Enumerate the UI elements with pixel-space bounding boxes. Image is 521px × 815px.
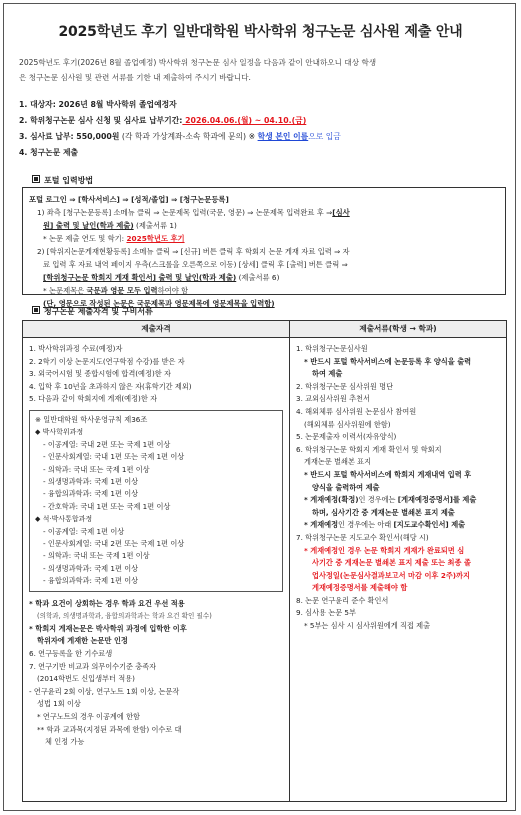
rule-item: - 의학과: 국내 또는 국제 1편 이상 (43, 464, 150, 474)
item-label: 4. 청구논문 제출 (19, 148, 79, 157)
documents-cell (290, 338, 507, 802)
doc-note: 하여 제출 (312, 369, 343, 379)
doc-note: [지도교수확인서] 제출 (393, 520, 466, 530)
item-label: 3. 심사료 납부: (19, 132, 74, 141)
period-dates: 2026.04.06.(월) ~ 04.10.(금) (182, 116, 307, 125)
doc-note: * 5부는 심사 시 심사위원에게 직접 제출 (304, 621, 431, 631)
portal-method-box (22, 187, 506, 308)
doc-note: * 게재예정 (304, 520, 339, 530)
doctor-course-title: ◆ 박사학위과정 (35, 428, 84, 437)
doc-item: 8. 논문 연구윤리 준수 확인서 (296, 595, 389, 605)
requirements-heading (32, 306, 153, 317)
rule-item: - 융합의과학과: 국제 1편 이상 (43, 576, 139, 586)
qual-item: 4. 입학 후 10년을 초과하지 않은 자(휴학기간 제외) (29, 381, 192, 391)
fee-amount: 550,000원 (73, 132, 120, 141)
qual-item: 2. 2학기 이상 논문지도(연구학점 수강)를 받은 자 (29, 356, 185, 366)
portal-path: 포털 로그인 ⇒ [학사서비스] ⇒ [성적/졸업] ⇒ [청구논문등록] (29, 195, 229, 204)
col-documents: 제출서류(학생 → 학과) (290, 321, 507, 338)
qual-item: 5. 다음과 같이 학회지에 게재(예정)한 자 (29, 394, 158, 404)
rule-box (29, 410, 283, 592)
qual-item: 7. 연구기반 비교과 의무이수기준 충족자 (29, 661, 157, 671)
step1-semester: 2025학년도 후기 (126, 234, 185, 243)
doc-item-cont: 게재논문 별쇄본 표지 (304, 457, 372, 467)
dept-priority-note: * 학과 요건이 상회하는 경우 학과 요건 우선 적용 (29, 598, 185, 608)
integrated-course-title: ◆ 석·박사통합과정 (35, 515, 93, 524)
requirements-heading-text: 청구논문 제출자격 및 구비서류 (44, 307, 153, 316)
table-header-row (23, 321, 507, 338)
square-bullet-icon (32, 306, 40, 314)
item-target (19, 97, 509, 113)
doc-note: * 반드시 포털 학사서비스에 논문등록 후 양식을 출력 (304, 356, 472, 366)
qual-item: 6. 연구등록을 한 기수료생 (29, 649, 113, 659)
qual-subnote: 체 인정 가능 (45, 737, 85, 747)
doc-item: 2. 학위청구논문 심사위원 명단 (296, 381, 394, 391)
qual-item: 3. 외국어시험 및 종합시험에 합격(예정)한 자 (29, 369, 171, 379)
intro-paragraph (19, 55, 509, 85)
qual-subnote: ** 학과 교과목(지정된 과목에 한함) 이수로 대 (37, 724, 182, 734)
qual-subnote: - 연구윤리 2회 이상, 연구노트 1회 이상, 논문작 (29, 686, 180, 696)
rule-item: - 의학과: 국내 또는 국제 1편 이상 (43, 551, 150, 561)
fee-tail: 으로 입금 (308, 132, 341, 141)
english-thesis-note: (단, 영문으로 작성된 논문은 국문제목과 영문제목에 영문제목을 입력함) (43, 299, 275, 308)
rule-item: - 이공계열: 국내 2편 또는 국제 1편 이상 (43, 439, 171, 449)
step2-doc-ref: (제출서류 6) (236, 273, 280, 282)
red-warning: * 게재예정인 경우 논문 학회지 게재가 완료되면 심 (304, 545, 465, 555)
qual-item: 1. 박사학위과정 수료(예정)자 (29, 344, 123, 353)
rule-item: - 융합의과학과: 국제 1편 이상 (43, 489, 139, 499)
doc-item: 9. 심사용 논문 5부 (296, 608, 356, 618)
qual-subnote: (2014학번도 신입생부터 적용) (37, 674, 135, 684)
item-value: 2026년 8월 박사학위 졸업예정자 (55, 100, 177, 109)
doc-note-text: 인 경우에는 (358, 495, 398, 505)
doc-note: * 반드시 포털 학사서비스에 학회지 게재내역 입력 후 (304, 469, 472, 479)
fee-note: (각 학과 가상계좌-소속 학과에 문의) ※ (119, 132, 258, 141)
doc-item-cont: (해외체류 심사위원에 한함) (304, 419, 391, 429)
intro-line: 2025학년도 후기(2026년 8월 졸업예정) 박사학위 청구논문 심사 일정을 다음과 같이 안내하오니 대상 학생 (19, 58, 377, 67)
doc-item: 1. 학위청구논문심사원 (296, 344, 368, 353)
red-warning: 사기간 중 게재논문 별쇄본 표지 제출 또는 최종 졸 (312, 558, 471, 568)
doc-note-text: 인 경우에는 아래 (338, 520, 394, 530)
item-fee (19, 129, 509, 145)
table-row (23, 338, 507, 802)
page-title: 2025학년도 후기 일반대학원 박사학위 청구논문 심사원 제출 안내 (58, 24, 463, 40)
rule-item: - 간호학과: 국내 1편 또는 국제 1편 이상 (43, 501, 171, 511)
qual-subnote: 성법 1회 이상 (37, 699, 81, 709)
step1-text: 1) 좌측 [청구논문등록] 소메뉴 클릭 ⇒ 논문제목 입력(국문, 영문) ⇒ 논문제목 입력완료 후 ⇒ (37, 208, 333, 217)
step1-note: * 논문 제출 연도 및 학기: (43, 234, 127, 243)
title-note-tail: 하여야 함 (157, 286, 189, 295)
doc-item: 7. 학위청구논문 지도교수 확인서(해당 시) (296, 532, 429, 542)
rule-item: - 이공계열: 국제 1편 이상 (43, 526, 125, 536)
summary-list (19, 97, 509, 161)
item-label: 2. 학위청구논문 심사 신청 및 심사료 납부기간: (19, 116, 183, 125)
journal-note-cont: 학위자에 게재한 논문만 인정 (37, 636, 128, 646)
doc-item: 4. 해외체류 심사위원 논문심사 참여원 (296, 406, 417, 416)
method-heading-text: 포털 입력방법 (44, 176, 94, 185)
qualification-cell (23, 338, 290, 802)
col-qualification: 제출자격 (23, 321, 290, 338)
doc-note: [게재예정증명서]를 제출 (397, 495, 477, 505)
item-submit (19, 145, 509, 161)
step2-text-cont: 료 입력 후 자료 내역 페이지 우측(스크롤을 오른쪽으로 이동) [상세] 클릭 후 [출력] 버튼 클릭 ⇒ (43, 260, 348, 269)
doc-note: 양식을 출력하여 제출 (312, 482, 380, 492)
title-note-bold: 국문과 영문 모두 입력 (86, 286, 158, 295)
journal-note: * 학회지 게재논문은 박사학위 과정에 입학한 이후 (29, 623, 187, 633)
rule-item: - 의생명과학과: 국제 1편 이상 (43, 477, 139, 486)
student-name-highlight: 학생 본인 이름 (257, 132, 309, 141)
doc-note: * 게재예정(확정) (304, 495, 359, 505)
doc-item: 5. 논문제출자 이력서(자유양식) (296, 432, 397, 442)
rule-item: - 의생명과학과: 국제 1편 이상 (43, 563, 139, 573)
rule-title: ※ 일반대학원 학사운영규칙 제36조 (35, 414, 148, 424)
step1-output: [심사 (332, 208, 350, 217)
red-warning: 업사정일(논문심사결과보고서 마감 이후 2주)까지 (312, 570, 470, 580)
requirements-table (22, 320, 507, 802)
method-heading (32, 175, 93, 186)
title-note: * 논문제목은 (43, 286, 87, 295)
square-bullet-icon (32, 175, 40, 183)
doc-item: 6. 학위청구논문 학회지 게재 확인서 및 학회지 (296, 444, 442, 454)
step1-doc-ref: (제출서류 1) (133, 221, 177, 230)
red-warning: 게재예정증명서를 제출해야 함 (312, 583, 408, 593)
step1-output-cont: 원] 출력 및 날인(학과 제출) (43, 221, 134, 230)
step2-text: 2) [학위지논문게재현황등록] 소메뉴 클릭 ⇒ [신규] 버튼 클릭 후 학회지 논문 게재 자료 입력 ⇒ 자 (37, 247, 350, 256)
rule-item: - 인문사회계열: 국내 2편 또는 국제 1편 이상 (43, 539, 185, 549)
intro-line: 은 청구논문 심사원 및 관련 서류를 기한 내 제출하여 주시기 바랍니다. (19, 73, 251, 82)
doc-note: 하며, 심사기간 중 게재논문 별쇄본 표지 제출 (312, 507, 455, 517)
qual-subnote: * 연구노트의 경우 이공계에 한함 (37, 712, 140, 721)
item-period (19, 113, 509, 129)
notice-page (3, 3, 516, 811)
dept-priority-subnote: (의학과, 의생명과학과, 융합의과학과는 학과 요건 확인 필수) (37, 612, 212, 621)
rule-item: - 인문사회계열: 국내 1편 또는 국제 1편 이상 (43, 452, 185, 462)
item-label: 1. 대상자: (19, 100, 56, 109)
step2-output: [학위청구논문 학회지 게재 확인서] 출력 및 날인(학과 제출) (43, 273, 237, 282)
doc-item: 3. 교외심사위원 추천서 (296, 394, 370, 404)
